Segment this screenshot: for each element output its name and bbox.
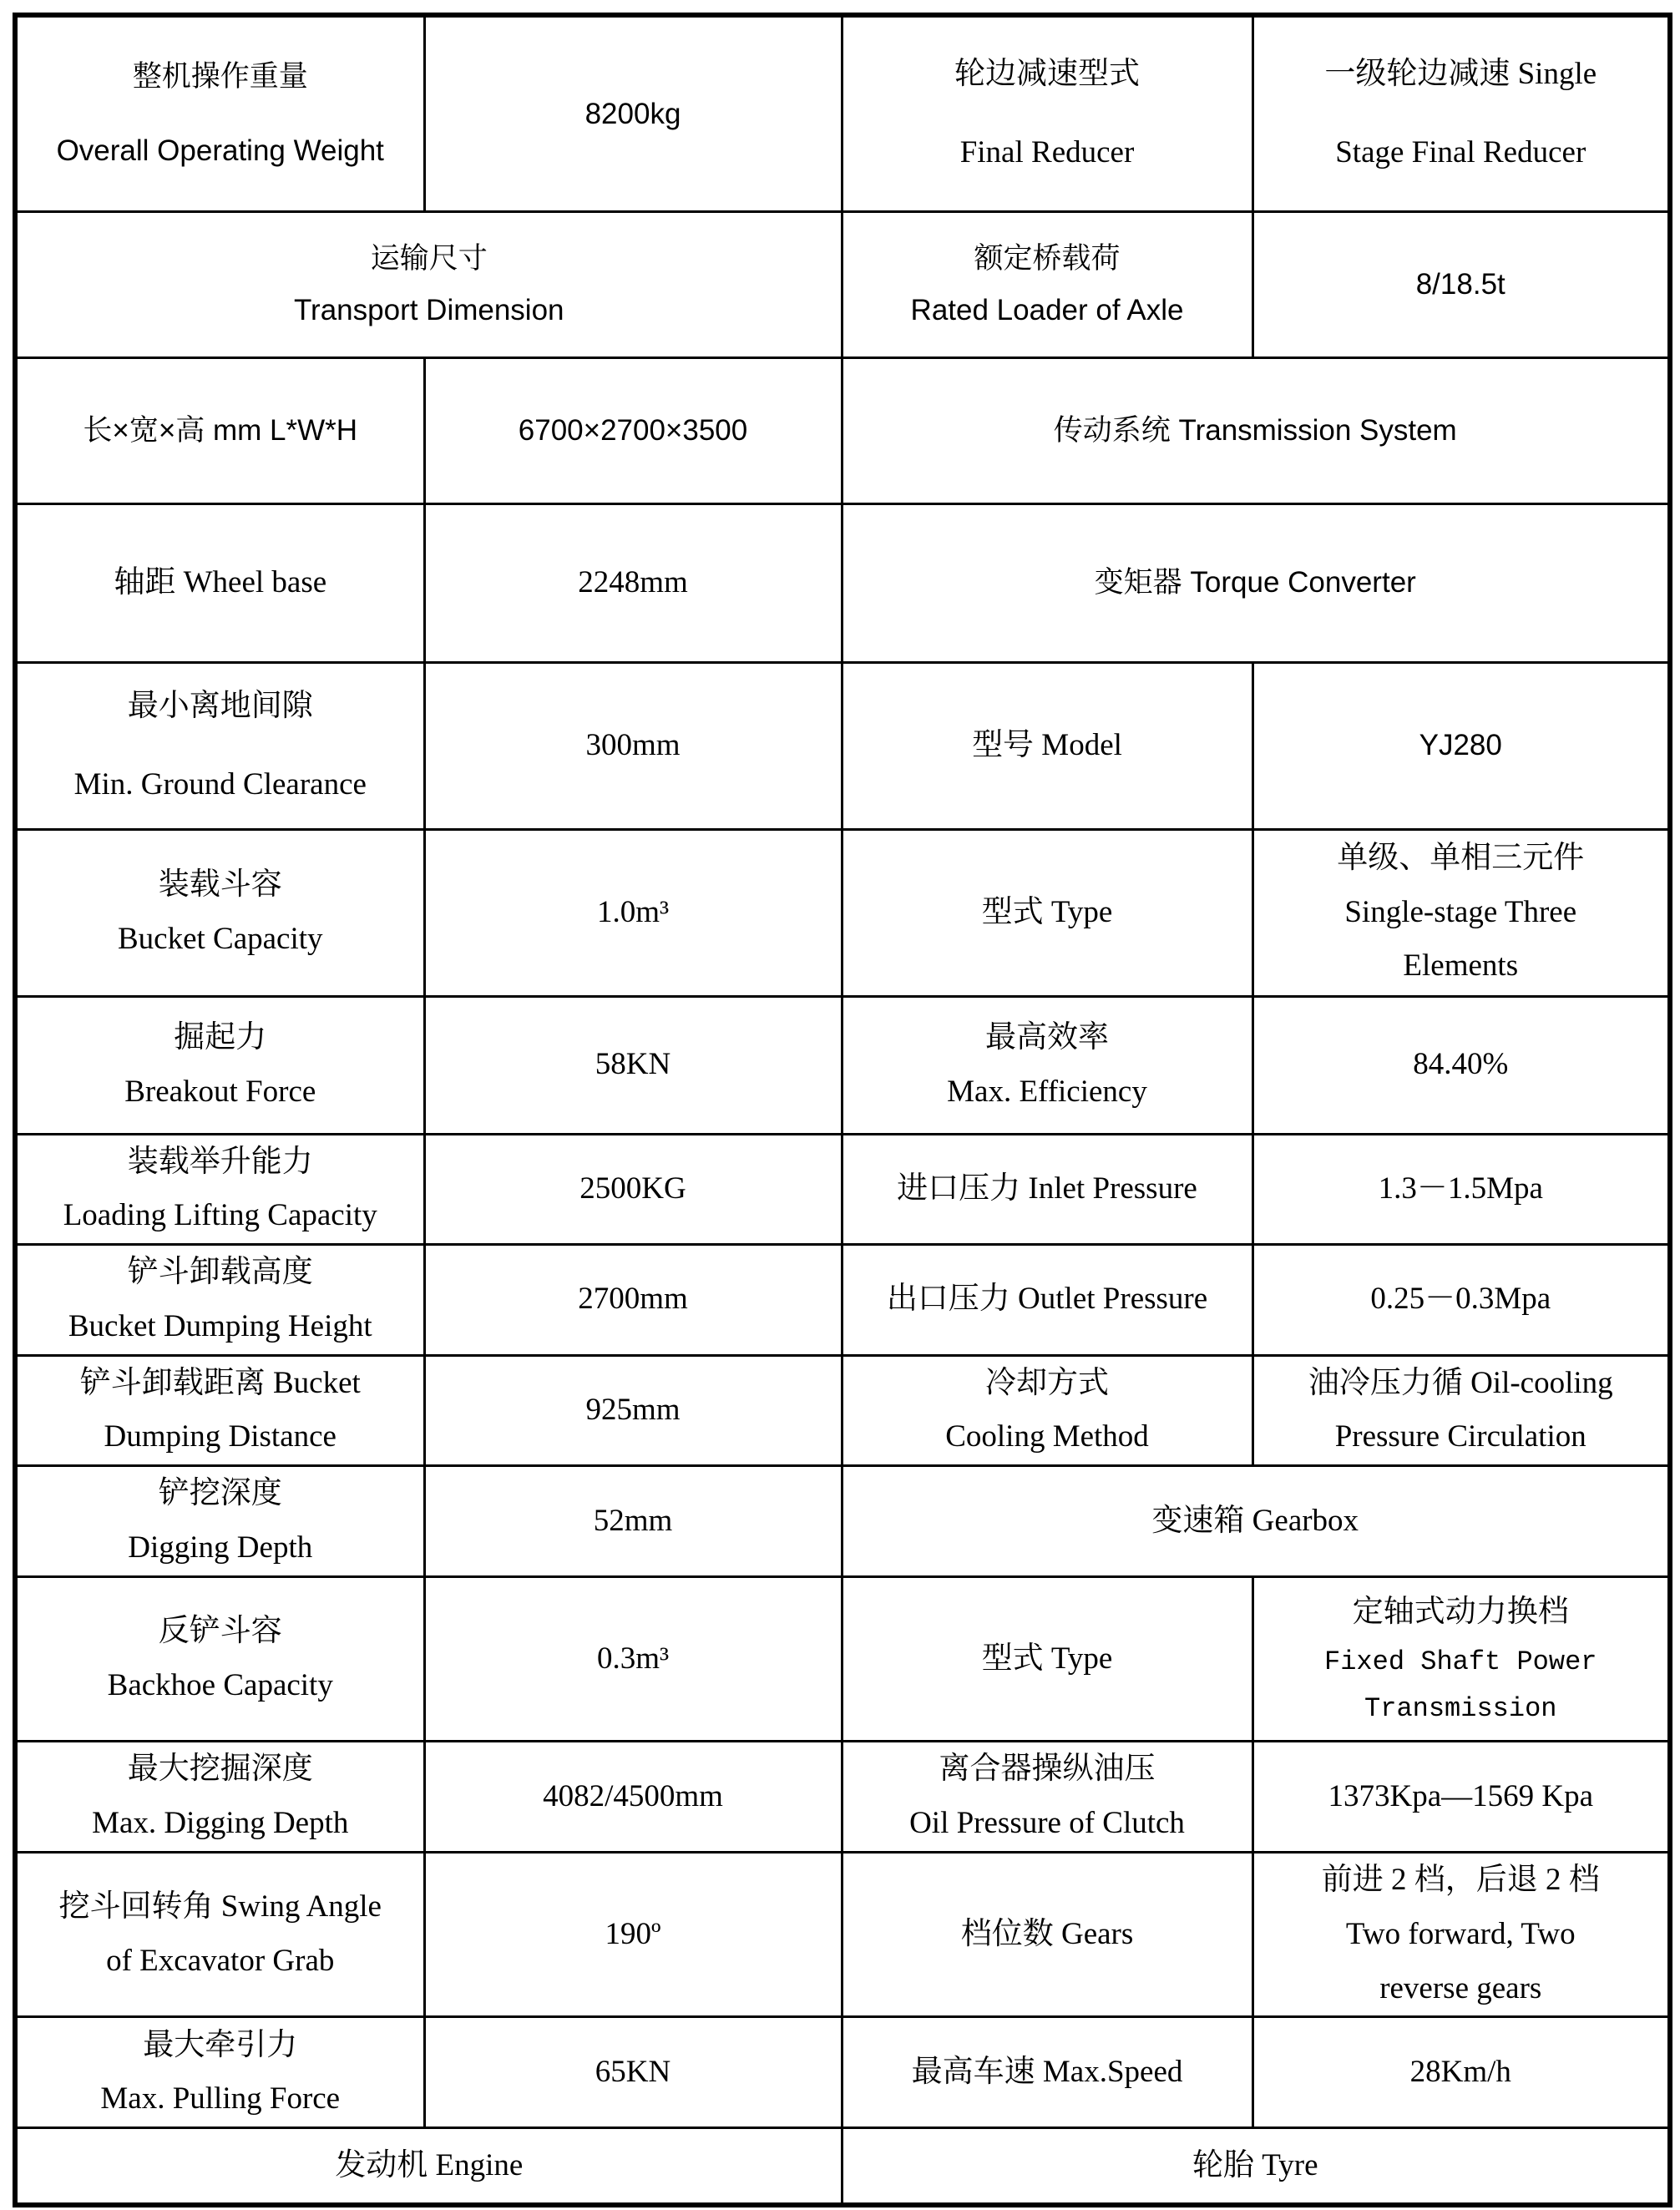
text-line: 型号 Model: [972, 727, 1122, 762]
text-line: Max. Digging Depth: [92, 1806, 349, 1840]
text-line: 65KN: [595, 2054, 671, 2089]
final-reducer-value: [1252, 15, 1670, 211]
text-line: 变速箱 Gearbox: [1151, 1503, 1359, 1538]
max-speed-label: [842, 2017, 1252, 2128]
text-line: 装载斗容: [158, 867, 282, 903]
text-line: Stage Final Reducer: [1335, 135, 1586, 170]
text-line: YJ280: [1419, 729, 1502, 762]
text-line: 传动系统 Transmission System: [1053, 413, 1457, 447]
text-line: Overall Operating Weight: [56, 134, 384, 168]
text-line: Rated Loader of Axle: [910, 293, 1184, 326]
dimensions-lwh-label: [15, 357, 424, 503]
table-row: [15, 662, 1670, 829]
min-ground-clearance-label: [15, 662, 424, 829]
text-line: 油冷压力循 Oil-cooling: [1308, 1365, 1613, 1400]
text-line: 铲斗卸载高度: [127, 1255, 313, 1289]
loading-lifting-capacity-value: [424, 1134, 842, 1245]
text-line: 前进 2 档，后退 2 档: [1321, 1863, 1600, 1897]
text-line: 轮胎 Tyre: [1192, 2147, 1318, 2182]
bucket-dumping-height-label: [15, 1245, 424, 1356]
table-row: [15, 1355, 1670, 1466]
overall-operating-weight-value: [424, 15, 842, 211]
outlet-pressure-value: [1252, 1245, 1670, 1356]
transport-dimension-header: [15, 211, 842, 357]
table-row: [15, 1245, 1670, 1356]
text-line: Cooling Method: [945, 1419, 1149, 1454]
text-line: 0.25－0.3Mpa: [1370, 1282, 1551, 1317]
swing-angle-label: [15, 1853, 424, 2017]
model-label: [842, 662, 1252, 829]
max-speed-value: [1252, 2017, 1670, 2128]
inlet-pressure-value: [1252, 1134, 1670, 1245]
gears-label: [842, 1853, 1252, 2017]
inlet-pressure-label: [842, 1134, 1252, 1245]
text-line: 84.40%: [1413, 1047, 1509, 1082]
table-row: [15, 1134, 1670, 1245]
text-line: 最大牵引力: [143, 2027, 298, 2062]
table-row: [15, 2017, 1670, 2128]
text-line: Final Reducer: [959, 135, 1135, 170]
model-value: [1252, 662, 1670, 829]
text-line: 最高车速 Max.Speed: [911, 2054, 1183, 2089]
text-line: 铲挖深度: [158, 1476, 282, 1511]
text-line: 出口压力 Outlet Pressure: [886, 1282, 1208, 1317]
spec-table: [13, 13, 1672, 2207]
max-digging-depth-value: [424, 1742, 842, 1853]
text-line: Dumping Distance: [104, 1419, 337, 1454]
table-row: [15, 1466, 1670, 1577]
text-line: reverse gears: [1379, 1970, 1542, 2005]
text-line: 1373Kpa—1569 Kpa: [1328, 1778, 1594, 1813]
backhoe-capacity-value: [424, 1577, 842, 1742]
max-digging-depth-label: [15, 1742, 424, 1853]
wheel-base-value: [424, 503, 842, 662]
text-line: 轴距 Wheel base: [114, 564, 327, 599]
text-line: 1.0m³: [596, 894, 670, 929]
cooling-method-value: [1252, 1355, 1670, 1466]
overall-operating-weight-label: [15, 15, 424, 211]
text-line: 长×宽×高 mm L*W*H: [83, 413, 358, 447]
table-row: [15, 211, 1670, 357]
outlet-pressure-label: [842, 1245, 1252, 1356]
table-row: [15, 357, 1670, 503]
text-line: 挖斗回转角 Swing Angle: [58, 1889, 382, 1924]
text-line: 铲斗卸载距离 Bucket: [79, 1365, 361, 1400]
text-line: 轮边减速型式: [954, 56, 1140, 91]
text-line: 反铲斗容: [158, 1614, 282, 1649]
tyre-header: [842, 2128, 1670, 2205]
text-line: 单级、单相三元件: [1337, 840, 1585, 875]
text-line: 0.3m³: [596, 1641, 670, 1676]
text-line: 冷却方式: [985, 1365, 1109, 1400]
table-row: [15, 996, 1670, 1134]
text-line: Transmission: [1364, 1693, 1557, 1725]
text-line: 进口压力 Inlet Pressure: [897, 1171, 1197, 1206]
table-row: [15, 15, 1670, 211]
text-line: 300mm: [585, 727, 681, 762]
text-line: Single-stage Three: [1344, 894, 1577, 929]
max-pulling-force-label: [15, 2017, 424, 2128]
text-line: 整机操作重量: [132, 60, 308, 93]
text-line: 8/18.5t: [1415, 267, 1505, 301]
rated-loader-of-axle-label: [842, 211, 1252, 357]
text-line: 型式 Type: [981, 1641, 1113, 1676]
text-line: 1.3－1.5Mpa: [1378, 1171, 1543, 1206]
text-line: Loading Lifting Capacity: [63, 1198, 377, 1233]
table-row: [15, 2128, 1670, 2205]
text-line: of Excavator Grab: [106, 1944, 335, 1979]
text-line: Elements: [1403, 948, 1519, 984]
text-line: 发动机 Engine: [335, 2147, 524, 2182]
oil-pressure-of-clutch-label: [842, 1742, 1252, 1853]
backhoe-capacity-label: [15, 1577, 424, 1742]
text-line: 2500KG: [579, 1171, 686, 1206]
text-line: 型式 Type: [981, 894, 1113, 929]
torque-converter-type-value: [1252, 829, 1670, 996]
text-line: Max. Efficiency: [947, 1074, 1147, 1109]
text-line: Max. Pulling Force: [100, 2081, 341, 2116]
engine-header: [15, 2128, 842, 2205]
bucket-capacity-label: [15, 829, 424, 996]
text-line: 最高效率: [985, 1019, 1109, 1054]
max-efficiency-label: [842, 996, 1252, 1134]
bucket-dumping-distance-value: [424, 1355, 842, 1466]
rated-loader-of-axle-value: [1252, 211, 1670, 357]
text-line: 档位数 Gears: [960, 1916, 1134, 1951]
text-line: 定轴式动力换档: [1352, 1594, 1569, 1629]
digging-depth-value: [424, 1466, 842, 1577]
gearbox-header: [842, 1466, 1670, 1577]
gearbox-type-value: [1252, 1577, 1670, 1742]
min-ground-clearance-value: [424, 662, 842, 829]
digging-depth-label: [15, 1466, 424, 1577]
wheel-base-label: [15, 503, 424, 662]
text-line: Breakout Force: [124, 1074, 316, 1109]
max-pulling-force-value: [424, 2017, 842, 2128]
bucket-dumping-height-value: [424, 1245, 842, 1356]
text-line: 装载举升能力: [127, 1144, 313, 1179]
table-row: [15, 1577, 1670, 1742]
text-line: 8200kg: [584, 97, 681, 130]
text-line: 6700×2700×3500: [518, 413, 748, 447]
oil-pressure-of-clutch-value: [1252, 1742, 1670, 1853]
text-line: 离合器操纵油压: [939, 1752, 1156, 1787]
transmission-system-header: [842, 357, 1670, 503]
text-line: 2248mm: [578, 564, 688, 599]
text-line: 额定桥载荷: [974, 242, 1121, 276]
torque-converter-type-label: [842, 829, 1252, 996]
table-row: [15, 1742, 1670, 1853]
text-line: 最大挖掘深度: [127, 1752, 313, 1787]
text-line: Min. Ground Clearance: [73, 767, 367, 802]
torque-converter-header: [842, 503, 1670, 662]
breakout-force-label: [15, 996, 424, 1134]
text-line: Oil Pressure of Clutch: [909, 1806, 1185, 1840]
text-line: 运输尺寸: [370, 242, 488, 276]
text-line: 58KN: [595, 1047, 671, 1082]
table-row: [15, 503, 1670, 662]
table-row: [15, 829, 1670, 996]
text-line: Digging Depth: [128, 1530, 313, 1565]
dimensions-lwh-value: [424, 357, 842, 503]
text-line: 一级轮边减速 Single: [1324, 56, 1597, 91]
text-line: Bucket Dumping Height: [68, 1308, 372, 1343]
cooling-method-label: [842, 1355, 1252, 1466]
text-line: 4082/4500mm: [543, 1778, 723, 1813]
text-line: Two forward, Two: [1345, 1916, 1576, 1951]
max-efficiency-value: [1252, 996, 1670, 1134]
breakout-force-value: [424, 996, 842, 1134]
text-line: 2700mm: [578, 1282, 688, 1317]
text-line: 52mm: [593, 1503, 673, 1538]
text-line: Backhoe Capacity: [107, 1668, 333, 1702]
text-line: 190º: [605, 1916, 661, 1951]
text-line: Fixed Shaft Power: [1324, 1646, 1597, 1678]
bucket-capacity-value: [424, 829, 842, 996]
text-line: 925mm: [585, 1392, 681, 1427]
text-line: 最小离地间隙: [127, 688, 313, 723]
swing-angle-value: [424, 1853, 842, 2017]
text-line: Pressure Circulation: [1334, 1419, 1586, 1454]
loading-lifting-capacity-label: [15, 1134, 424, 1245]
text-line: 变矩器 Torque Converter: [1094, 566, 1416, 599]
text-line: 掘起力: [174, 1019, 267, 1054]
text-line: Transport Dimension: [293, 293, 564, 326]
gearbox-type-label: [842, 1577, 1252, 1742]
text-line: Bucket Capacity: [117, 922, 323, 956]
text-line: 28Km/h: [1409, 2054, 1511, 2089]
bucket-dumping-distance-label: [15, 1355, 424, 1466]
final-reducer-label: [842, 15, 1252, 211]
table-row: [15, 1853, 1670, 2017]
gears-value: [1252, 1853, 1670, 2017]
